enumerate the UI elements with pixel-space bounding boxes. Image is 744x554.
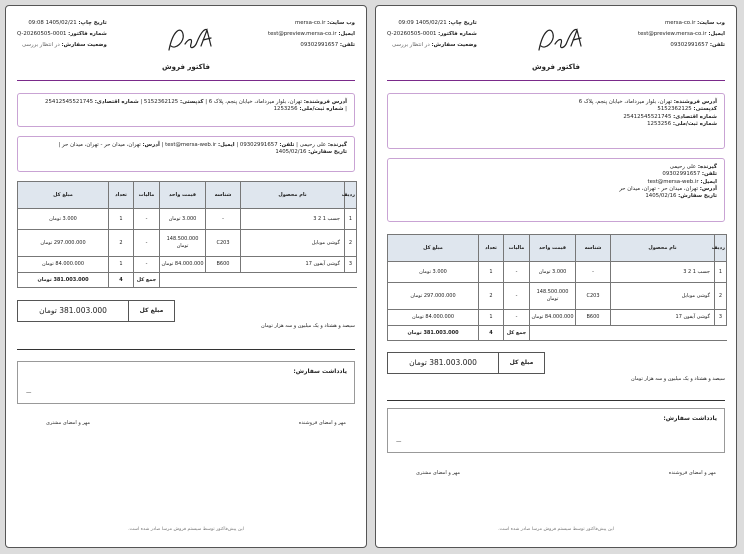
table-row bbox=[18, 230, 357, 257]
cell-row: 3 bbox=[345, 257, 357, 273]
seller-signature-label: مهر و امضای فروشنده bbox=[298, 420, 346, 426]
economic-value: 25412545521745 bbox=[623, 113, 672, 120]
section-divider bbox=[387, 400, 725, 401]
cell-row: 1 bbox=[345, 209, 357, 230]
buyer-signature-label: مهر و امضای مشتری bbox=[46, 420, 91, 426]
seller-address-label: آدرس فروشنده: bbox=[303, 99, 347, 105]
email-label: ایمیل: bbox=[338, 30, 355, 37]
col-qty-header: تعداد bbox=[109, 182, 134, 209]
order-note-value: — bbox=[396, 438, 402, 445]
email-value: test@preview.mersa-co.ir bbox=[267, 30, 337, 37]
cell-id: C203 bbox=[206, 230, 241, 257]
table-row bbox=[18, 209, 357, 230]
col-name-header: نام محصول bbox=[611, 235, 715, 262]
footer-note: این پیش‌فاکتور توسط سیستم فروش مرسا صادر شده است. bbox=[498, 526, 614, 532]
invoice-no-value: Q-20260505-0001 bbox=[17, 30, 67, 37]
buyer-phone-label: تلفن: bbox=[701, 171, 717, 178]
cell-id: B600 bbox=[206, 257, 241, 273]
print-date-value: 1405/02/21 09:08 bbox=[28, 20, 77, 26]
order-date-label: تاریخ سفارش: bbox=[678, 193, 717, 200]
buyer-value: علی رحیمی bbox=[299, 142, 327, 148]
cell-unit: 3.000 تومان bbox=[530, 262, 576, 283]
title-divider bbox=[387, 80, 725, 81]
buyer-label: گیرنده: bbox=[697, 164, 717, 170]
cell-id: - bbox=[206, 209, 241, 230]
cell-tax: - bbox=[504, 283, 530, 310]
buyer-address-value: تهران، میدان حر - تهران، میدان حر bbox=[619, 185, 698, 192]
cell-unit: 84.000.000 تومان bbox=[530, 310, 576, 326]
items-table bbox=[387, 234, 727, 341]
logo-icon bbox=[531, 20, 586, 60]
order-note-title: یادداشت سفارش: bbox=[293, 368, 347, 375]
contact-block bbox=[638, 20, 725, 52]
print-date-value: 1405/02/21 09:09 bbox=[398, 20, 447, 26]
sum-total: 381.003.000 تومان bbox=[18, 273, 109, 288]
table-row bbox=[388, 283, 727, 310]
cell-name: گوشی آیفون 17 bbox=[611, 310, 715, 326]
table-total-row bbox=[388, 326, 727, 341]
cell-total: 84.000.000 تومان bbox=[18, 257, 109, 273]
grand-total-value: 381.003.000 تومان bbox=[39, 305, 107, 315]
buyer-email-label: ایمیل: bbox=[217, 142, 235, 148]
postal-value: 5152362125 bbox=[143, 99, 179, 105]
grand-total-box bbox=[387, 352, 545, 374]
meta-block bbox=[387, 20, 477, 52]
buyer-email-value: test@mersa-web.ir bbox=[165, 142, 217, 148]
cell-name: جسب 1 2 3 bbox=[611, 262, 715, 283]
cell-id: C203 bbox=[576, 283, 611, 310]
col-tax-header: مالیات bbox=[134, 182, 160, 209]
cell-tax: - bbox=[134, 230, 160, 257]
cell-total: 3.000 تومان bbox=[18, 209, 109, 230]
national-value: 1253256 bbox=[273, 106, 298, 113]
status-label: وضعیت سفارش: bbox=[61, 41, 107, 48]
buyer-box bbox=[387, 158, 725, 222]
sum-qty: 4 bbox=[109, 273, 134, 288]
order-note-box bbox=[17, 361, 355, 404]
cell-unit: 84.000.000 تومان bbox=[160, 257, 206, 273]
seller-box: آدرس فروشنده: تهران، بلوار میرداماد، خیابان پنجم، پلاک 6 | کدپستی: 5152362125 | شماره اقتصادی: 25412545521745 | شماره ثبت/ملی: 1253256 bbox=[17, 93, 355, 127]
buyer-label: گیرنده: bbox=[327, 142, 347, 148]
print-date-label: تاریخ چاپ: bbox=[448, 20, 477, 26]
order-date-value: 1405/02/16 bbox=[275, 149, 307, 156]
col-tax-header: مالیات bbox=[504, 235, 530, 262]
buyer-box: گیرنده: علی رحیمی | تلفن: 09302991657 | ایمیل: test@mersa-web.ir | آدرس: تهران، میدان حر - تهران، میدان حر | تاریخ سفارش: 1405/02/16 bbox=[17, 136, 355, 172]
phone-label: تلفن: bbox=[709, 41, 725, 48]
cell-total: 297.000.000 تومان bbox=[18, 230, 109, 257]
invoice-no-label: شماره فاکتور: bbox=[438, 30, 477, 37]
cell-row: 3 bbox=[715, 310, 727, 326]
col-name-header: نام محصول bbox=[241, 182, 345, 209]
cell-unit: 148.500.000 تومان bbox=[160, 230, 206, 257]
status-value: در انتظار بررسی bbox=[391, 41, 430, 48]
national-value: 1253256 bbox=[647, 120, 672, 127]
cell-name: گوشی آیفون 17 bbox=[241, 257, 345, 273]
buyer-address-label: آدرس: bbox=[699, 185, 717, 192]
amount-in-words: سیصد و هشتاد و یک میلیون و سه هزار تومان bbox=[261, 323, 355, 329]
col-unit-header: قیمت واحد bbox=[530, 235, 576, 262]
cell-unit: 3.000 تومان bbox=[160, 209, 206, 230]
table-header-row bbox=[388, 235, 727, 262]
site-value: mersa-co.ir bbox=[294, 20, 326, 26]
table-row bbox=[388, 310, 727, 326]
total-blank bbox=[530, 326, 727, 341]
email-label: ایمیل: bbox=[708, 30, 725, 37]
cell-qty: 1 bbox=[479, 310, 504, 326]
meta-block bbox=[17, 20, 107, 52]
phone-value: 09302991657 bbox=[300, 41, 339, 48]
cell-id: - bbox=[576, 262, 611, 283]
cell-tax: - bbox=[504, 262, 530, 283]
sum-qty: 4 bbox=[479, 326, 504, 341]
seller-address-value: تهران، بلوار میرداماد، خیابان پنجم، پلاک 6 bbox=[208, 99, 303, 105]
col-id-header: شناسه bbox=[206, 182, 241, 209]
grand-total-box bbox=[17, 300, 175, 322]
order-date-value: 1405/02/16 bbox=[645, 193, 677, 200]
items-table bbox=[17, 181, 357, 288]
cell-row: 1 bbox=[715, 262, 727, 283]
col-row-header: ردیف bbox=[715, 235, 727, 262]
cell-name: گوشی موبایل bbox=[611, 283, 715, 310]
cell-qty: 1 bbox=[109, 209, 134, 230]
sum-label: جمع کل bbox=[504, 326, 530, 341]
col-total-header: مبلغ کل bbox=[388, 235, 479, 262]
cell-qty: 2 bbox=[479, 283, 504, 310]
seller-address-label: آدرس فروشنده: bbox=[673, 99, 717, 105]
footer-note: این پیش‌فاکتور توسط سیستم فروش مرسا صادر شده است. bbox=[128, 526, 244, 532]
economic-label: شماره اقتصادی: bbox=[94, 99, 139, 105]
col-unit-header: قیمت واحد bbox=[160, 182, 206, 209]
buyer-address-label: آدرس: bbox=[142, 142, 160, 148]
cell-row: 2 bbox=[715, 283, 727, 310]
order-note-box bbox=[387, 408, 725, 453]
title-divider bbox=[17, 80, 355, 81]
table-header-row bbox=[18, 182, 357, 209]
table-row bbox=[18, 257, 357, 273]
table-total-row bbox=[18, 273, 357, 288]
buyer-phone-label: تلفن: bbox=[279, 142, 295, 148]
seller-signature-label: مهر و امضای فروشنده bbox=[668, 470, 716, 476]
postal-value: 5152362125 bbox=[657, 106, 692, 113]
cell-id: B600 bbox=[576, 310, 611, 326]
buyer-value: علی رحیمی bbox=[669, 164, 697, 170]
cell-total: 84.000.000 تومان bbox=[388, 310, 479, 326]
site-label: وب سایت: bbox=[697, 20, 725, 26]
grand-total-label: مبلغ کل bbox=[498, 353, 544, 373]
buyer-email-label: ایمیل: bbox=[700, 178, 717, 185]
national-label: شماره ثبت/ملی: bbox=[299, 106, 344, 113]
contact-block bbox=[268, 20, 355, 52]
cell-name: جسب 1 2 3 bbox=[241, 209, 345, 230]
logo-icon bbox=[161, 20, 216, 60]
invoice-title: فاکتور فروش bbox=[532, 63, 580, 71]
cell-row: 2 bbox=[345, 230, 357, 257]
phone-label: تلفن: bbox=[339, 41, 355, 48]
phone-value: 09302991657 bbox=[670, 41, 709, 48]
economic-value: 25412545521745 bbox=[45, 99, 94, 105]
site-value: mersa-co.ir bbox=[664, 20, 696, 26]
cell-tax: - bbox=[504, 310, 530, 326]
print-date-label: تاریخ چاپ: bbox=[78, 20, 107, 26]
total-blank bbox=[160, 273, 357, 288]
email-value: test@preview.mersa-co.ir bbox=[637, 30, 707, 37]
col-qty-header: تعداد bbox=[479, 235, 504, 262]
buyer-signature-label: مهر و امضای مشتری bbox=[416, 470, 461, 476]
cell-name: گوشی موبایل bbox=[241, 230, 345, 257]
invoice-page-2 bbox=[375, 5, 737, 548]
site-label: وب سایت: bbox=[327, 20, 355, 26]
amount-in-words: سیصد و هشتاد و یک میلیون و سه هزار تومان bbox=[631, 376, 725, 382]
order-note-title: یادداشت سفارش: bbox=[663, 415, 717, 422]
grand-total-value: 381.003.000 تومان bbox=[409, 357, 477, 367]
invoice-no-label: شماره فاکتور: bbox=[68, 30, 107, 37]
seller-box bbox=[387, 93, 725, 149]
invoice-no-value: Q-20260505-0001 bbox=[387, 30, 437, 37]
cell-tax: - bbox=[134, 257, 160, 273]
cell-total: 297.000.000 تومان bbox=[388, 283, 479, 310]
table-row bbox=[388, 262, 727, 283]
status-label: وضعیت سفارش: bbox=[431, 41, 477, 48]
status-value: در انتظار بررسی bbox=[21, 41, 60, 48]
cell-unit: 148.500.000 تومان bbox=[530, 283, 576, 310]
invoice-title: فاکتور فروش bbox=[162, 63, 210, 71]
buyer-phone-value: 09302991657 bbox=[239, 142, 278, 148]
buyer-address-value: تهران، میدان حر - تهران، میدان حر bbox=[62, 142, 141, 148]
sum-total: 381.003.000 تومان bbox=[388, 326, 479, 341]
cell-tax: - bbox=[134, 209, 160, 230]
buyer-phone-value: 09302991657 bbox=[662, 171, 701, 178]
grand-total-label: مبلغ کل bbox=[128, 301, 174, 321]
order-date-label: تاریخ سفارش: bbox=[308, 149, 347, 156]
seller-address-value: تهران، بلوار میرداماد، خیابان پنجم، پلاک 6 bbox=[578, 99, 673, 105]
sum-label: جمع کل bbox=[134, 273, 160, 288]
cell-qty: 1 bbox=[479, 262, 504, 283]
col-id-header: شناسه bbox=[576, 235, 611, 262]
cell-qty: 1 bbox=[109, 257, 134, 273]
col-row-header: ردیف bbox=[345, 182, 357, 209]
economic-label: شماره اقتصادی: bbox=[673, 113, 717, 120]
postal-label: کدپستی: bbox=[693, 106, 717, 113]
national-label: شماره ثبت/ملی: bbox=[672, 120, 717, 127]
postal-label: کدپستی: bbox=[179, 99, 204, 105]
cell-total: 3.000 تومان bbox=[388, 262, 479, 283]
cell-qty: 2 bbox=[109, 230, 134, 257]
invoice-page-1 bbox=[5, 5, 367, 548]
section-divider bbox=[17, 349, 355, 350]
col-total-header: مبلغ کل bbox=[18, 182, 109, 209]
order-note-value: — bbox=[26, 389, 32, 396]
buyer-email-value: test@mersa-web.ir bbox=[647, 178, 699, 185]
